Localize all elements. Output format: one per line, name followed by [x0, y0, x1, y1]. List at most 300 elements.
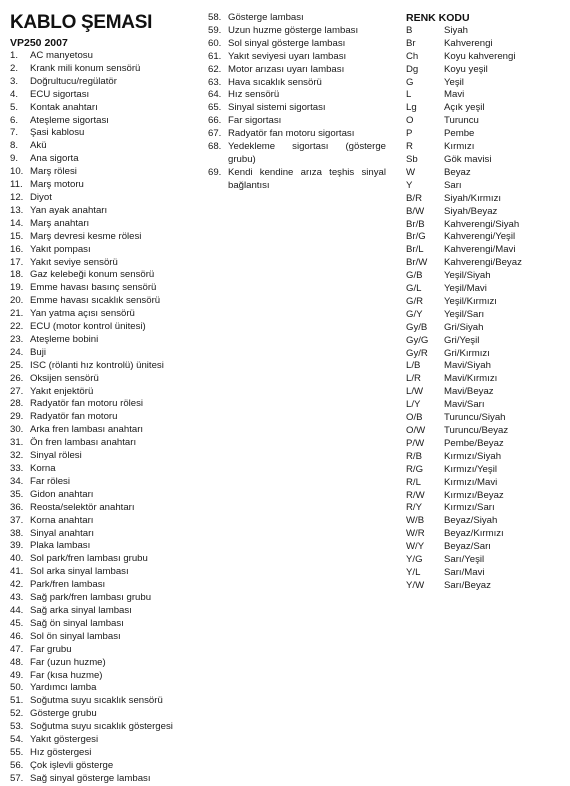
legend-item-number: 18.: [10, 269, 24, 281]
legend-item: [10, 308, 200, 321]
legend-item-text: Hava sıcaklık sensörü: [228, 76, 322, 88]
legend-item-number: 6.: [10, 114, 19, 126]
color-code-abbrev: O/B: [406, 412, 423, 424]
legend-item-text: ECU sigortası: [30, 88, 90, 100]
color-code-abbrev: Y/G: [406, 554, 423, 566]
color-code-abbrev: B/R: [406, 192, 422, 204]
color-code-row: [406, 528, 566, 541]
legend-item: [10, 244, 200, 257]
legend-item-number: 51.: [10, 695, 24, 707]
color-code-row: [406, 206, 566, 219]
legend-item-number: 69.: [208, 166, 222, 178]
legend-item-text: Ön fren lambası anahtarı: [30, 437, 137, 449]
color-code-abbrev: Lg: [406, 102, 417, 114]
color-code-abbrev: G/R: [406, 295, 424, 307]
legend-item-text: Uzun huzme gösterge lambası: [228, 24, 359, 36]
legend-item: [10, 657, 200, 670]
legend-item-text: Sol park/fren lambası grubu: [30, 553, 148, 565]
legend-item-text: ECU (motor kontrol ünitesi): [30, 321, 146, 333]
color-code-abbrev: B/W: [406, 205, 425, 217]
legend-item: [10, 566, 200, 579]
legend-item-text: Hız göstergesi: [30, 746, 92, 758]
color-code-row: [406, 373, 566, 386]
legend-item-number: 46.: [10, 630, 24, 642]
color-code-abbrev: W/R: [406, 528, 425, 540]
legend-item-text: Kontak anahtarı: [30, 101, 98, 113]
color-code-name: Turuncu: [444, 115, 479, 127]
legend-item: [10, 321, 200, 334]
legend-item-number: 47.: [10, 643, 24, 655]
legend-item-text: Reosta/selektör anahtarı: [30, 501, 135, 513]
color-code-name: Açık yeşil: [444, 102, 485, 114]
legend-item-number: 2.: [10, 62, 19, 74]
legend-item-text: Arka fren lambası anahtarı: [30, 424, 144, 436]
legend-item-text: Park/fren lambası: [30, 579, 106, 591]
color-code-abbrev: Br: [406, 37, 416, 49]
color-code-name: Kırmızı/Siyah: [444, 450, 502, 462]
legend-item: [10, 63, 200, 76]
legend-item: [10, 734, 200, 747]
color-code-abbrev: G/B: [406, 270, 423, 282]
legend-item-text: Far (kısa huzme): [30, 669, 103, 681]
legend-item-text: Sol arka sinyal lambası: [30, 566, 129, 578]
color-code-row: [406, 554, 566, 567]
color-code-name: Yeşil/Sarı: [444, 308, 485, 320]
legend-item: [10, 618, 200, 631]
color-code-row: [406, 283, 566, 296]
legend-item-number: 19.: [10, 282, 24, 294]
color-code-abbrev: G/Y: [406, 308, 423, 320]
legend-item: [10, 760, 200, 773]
color-code-name: Beyaz: [444, 166, 471, 178]
legend-item: [10, 192, 200, 205]
color-code-row: [406, 399, 566, 412]
legend-item-number: 16.: [10, 243, 24, 255]
legend-item-number: 5.: [10, 101, 19, 113]
color-code-name: Pembe/Beyaz: [444, 437, 504, 449]
legend-item-number: 1.: [10, 50, 19, 61]
legend-item-number: 45.: [10, 617, 24, 629]
color-code-abbrev: Br/W: [406, 257, 428, 269]
legend-item: [208, 128, 386, 141]
color-code-row: [406, 322, 566, 335]
color-code-name: Kırmızı: [444, 141, 475, 153]
legend-item: [10, 411, 200, 424]
color-code-name: Mavi/Sarı: [444, 399, 485, 411]
legend-item: [10, 502, 200, 515]
legend-item-number: 60.: [208, 37, 222, 49]
color-code-row: [406, 231, 566, 244]
color-code-list: [406, 25, 566, 593]
legend-item: [10, 218, 200, 231]
legend-item-text: Korna anahtarı: [30, 514, 94, 526]
legend-item: [10, 334, 200, 347]
color-code-row: [406, 451, 566, 464]
legend-item: [10, 579, 200, 592]
legend-item-number: 59.: [208, 24, 222, 36]
legend-item: [10, 605, 200, 618]
legend-item-number: 20.: [10, 295, 24, 307]
legend-item: [208, 89, 386, 102]
legend-item-text: Sinyal rölesi: [30, 450, 82, 462]
legend-item-number: 39.: [10, 540, 24, 552]
legend-item: [10, 282, 200, 295]
color-code-name: Sarı/Mavi: [444, 566, 485, 578]
color-code-abbrev: Y: [406, 179, 413, 191]
legend-item-text: Sağ sinyal gösterge lambası: [30, 772, 151, 784]
color-code-name: Kırmızı/Sarı: [444, 502, 495, 514]
color-code-row: [406, 296, 566, 309]
legend-item-text: Akü: [30, 140, 47, 152]
legend-item: [10, 553, 200, 566]
color-code-name: Kırmızı/Beyaz: [444, 489, 504, 501]
color-code-row: [406, 38, 566, 51]
legend-item-text: Marş anahtarı: [30, 217, 90, 229]
color-code-abbrev: Gy/R: [406, 347, 428, 359]
legend-item-text: Sinyal sistemi sigortası: [228, 102, 326, 114]
legend-item-text: Marş motoru: [30, 179, 84, 191]
legend-item-text: Far grubu: [30, 643, 72, 655]
legend-item-text: Sol ön sinyal lambası: [30, 630, 121, 642]
color-code-abbrev: R/Y: [406, 502, 422, 514]
color-code-name: Yeşil: [444, 76, 464, 88]
legend-item: [208, 38, 386, 51]
color-code-row: [406, 51, 566, 64]
legend-item-text: Far sigortası: [228, 115, 282, 127]
color-code-abbrev: L/Y: [406, 399, 421, 411]
legend-item-text: Yardımcı lamba: [30, 682, 97, 694]
color-code-abbrev: L: [406, 89, 412, 101]
color-code-row: [406, 219, 566, 232]
color-code-row: [406, 64, 566, 77]
legend-item-text: Yakıt seviyesi uyarı lambası: [228, 50, 347, 62]
color-code-name: Siyah: [444, 24, 468, 36]
color-code-abbrev: W/B: [406, 515, 425, 527]
page-title: KABLO ŞEMASI: [10, 12, 153, 33]
legend-item: [208, 167, 386, 193]
legend-item-text: Şasi kablosu: [30, 127, 85, 139]
legend-item-text: Sinyal anahtarı: [30, 527, 94, 539]
color-code-row: [406, 167, 566, 180]
legend-item-number: 23.: [10, 333, 24, 345]
color-code-name: Kahverengi/Mavi: [444, 244, 516, 256]
color-code-abbrev: O/W: [406, 425, 426, 436]
color-code-name: Siyah/Kırmızı: [444, 192, 502, 204]
legend-item-number: 7.: [10, 127, 19, 139]
legend-item: [10, 269, 200, 282]
color-code-row: [406, 541, 566, 554]
color-code-abbrev: Y/W: [406, 579, 425, 591]
legend-item-text: AC manyetosu: [30, 50, 93, 61]
color-code-abbrev: Br/G: [406, 231, 426, 243]
legend-item: [208, 12, 386, 25]
legend-item: [10, 295, 200, 308]
color-code-abbrev: B: [406, 24, 413, 36]
color-code-abbrev: R/W: [406, 489, 425, 501]
color-code-row: [406, 257, 566, 270]
legend-item-number: 10.: [10, 166, 24, 178]
legend-item: [10, 398, 200, 411]
legend-item-text: Far rölesi: [30, 475, 70, 487]
legend-item-text: Yan yatma açısı sensörü: [30, 308, 135, 320]
legend-item: [10, 708, 200, 721]
color-code-abbrev: P: [406, 128, 413, 140]
legend-item-text: Marş rölesi: [30, 166, 77, 178]
color-code-abbrev: G/L: [406, 283, 422, 295]
color-code-row: [406, 154, 566, 167]
legend-item: [208, 102, 386, 115]
legend-item: [10, 386, 200, 399]
legend-item-number: 64.: [208, 89, 222, 101]
color-code-row: [406, 77, 566, 90]
color-code-name: Gri/Yeşil: [444, 334, 480, 346]
legend-item-number: 66.: [208, 115, 222, 127]
legend-item-text: Gösterge lambası: [228, 12, 304, 23]
legend-item-text: Yakıt pompası: [30, 243, 91, 255]
legend-item: [10, 463, 200, 476]
legend-item: [10, 102, 200, 115]
legend-item: [10, 773, 200, 786]
legend-item-text: Soğutma suyu sıcaklık göstergesi: [30, 721, 173, 733]
color-code-abbrev: O: [406, 115, 414, 127]
color-code-name: Kırmızı/Yeşil: [444, 463, 497, 475]
legend-item: [10, 476, 200, 489]
color-code-row: [406, 515, 566, 528]
legend-item-number: 25.: [10, 359, 24, 371]
legend-column-2: [208, 12, 386, 193]
color-code-name: Kahverengi/Yeşil: [444, 231, 516, 243]
color-code-name: Beyaz/Kırmızı: [444, 528, 504, 540]
legend-item-number: 15.: [10, 230, 24, 242]
legend-item-text: Emme havası basınç sensörü: [30, 282, 157, 294]
legend-item: [10, 89, 200, 102]
legend-item-text: Doğrultucu/regülatör: [30, 75, 117, 87]
color-code-name: Turuncu/Beyaz: [444, 425, 509, 436]
legend-item: [10, 592, 200, 605]
legend-item-text: Çok işlevli gösterge: [30, 759, 114, 771]
legend-item-number: 28.: [10, 398, 24, 410]
color-code-row: [406, 102, 566, 115]
color-code-row: [406, 425, 566, 438]
legend-item-number: 62.: [208, 63, 222, 75]
legend-item-number: 29.: [10, 411, 24, 423]
legend-item-number: 63.: [208, 76, 222, 88]
legend-item-text: Yakıt seviye sensörü: [30, 256, 118, 268]
legend-item-number: 40.: [10, 553, 24, 565]
legend-item: [10, 50, 200, 63]
legend-item: [208, 64, 386, 77]
legend-item: [10, 257, 200, 270]
color-code-row: [406, 464, 566, 477]
legend-item: [10, 373, 200, 386]
legend-item-number: 35.: [10, 488, 24, 500]
color-code-abbrev: R/L: [406, 476, 421, 488]
legend-item: [10, 631, 200, 644]
color-code-name: Gök mavisi: [444, 153, 492, 165]
legend-item-number: 21.: [10, 308, 24, 320]
legend-item-number: 67.: [208, 128, 222, 140]
legend-item-number: 61.: [208, 50, 222, 62]
legend-item-text: Oksijen sensörü: [30, 372, 99, 384]
color-code-abbrev: Sb: [406, 153, 418, 165]
color-code-name: Gri/Kırmızı: [444, 347, 490, 359]
legend-item: [10, 450, 200, 463]
legend-item: [10, 670, 200, 683]
legend-item-number: 34.: [10, 475, 24, 487]
legend-item: [10, 166, 200, 179]
legend-item-text: Ana sigorta: [30, 153, 79, 165]
color-code-abbrev: R/B: [406, 450, 422, 462]
color-code-row: [406, 128, 566, 141]
color-code-abbrev: L/W: [406, 386, 424, 398]
legend-item-number: 56.: [10, 759, 24, 771]
legend-item: [10, 347, 200, 360]
color-code-name: Yeşil/Mavi: [444, 283, 487, 295]
legend-item: [10, 153, 200, 166]
component-list-part-2: [208, 12, 386, 193]
color-code-name: Sarı: [444, 179, 462, 191]
legend-item: [208, 25, 386, 38]
legend-item-number: 9.: [10, 153, 19, 165]
color-code-row: [406, 490, 566, 503]
color-code-row: [406, 335, 566, 348]
legend-item: [10, 231, 200, 244]
color-code-name: Kahverengi/Beyaz: [444, 257, 522, 269]
legend-item-number: 4.: [10, 88, 19, 100]
color-code-name: Mavi: [444, 89, 465, 101]
color-code-abbrev: Br/L: [406, 244, 424, 256]
legend-item-number: 11.: [10, 179, 23, 191]
legend-item-number: 12.: [10, 191, 24, 203]
legend-item-text: Plaka lambası: [30, 540, 91, 552]
legend-item-text: Marş devresi kesme rölesi: [30, 230, 142, 242]
legend-item-text: Sol sinyal gösterge lambası: [228, 37, 346, 49]
legend-item-text: Emme havası sıcaklık sensörü: [30, 295, 161, 307]
color-code-name: Beyaz/Siyah: [444, 515, 498, 527]
color-code-abbrev: Br/B: [406, 218, 425, 230]
color-code-row: [406, 580, 566, 593]
legend-item-number: 14.: [10, 217, 24, 229]
color-code-row: [406, 502, 566, 515]
color-code-name: Pembe: [444, 128, 475, 140]
legend-item-number: 22.: [10, 321, 24, 333]
legend-item: [10, 644, 200, 657]
legend-item-number: 48.: [10, 656, 24, 668]
color-code-name: Yeşil/Kırmızı: [444, 295, 497, 307]
color-code-row: [406, 348, 566, 361]
legend-item-text: Gidon anahtarı: [30, 488, 94, 500]
color-code-abbrev: R/G: [406, 463, 424, 475]
color-code-row: [406, 180, 566, 193]
color-code-abbrev: Y/L: [406, 566, 421, 578]
legend-item-text: Hız sensörü: [228, 89, 280, 101]
legend-item-text: Far (uzun huzme): [30, 656, 106, 668]
legend-item-text: Ateşleme bobini: [30, 333, 99, 345]
legend-item: [208, 51, 386, 64]
legend-item-number: 32.: [10, 450, 24, 462]
color-code-name: Kırmızı/Mavi: [444, 476, 498, 488]
color-code-name: Beyaz/Sarı: [444, 541, 491, 553]
color-code-row: [406, 412, 566, 425]
model-subtitle: VP250 2007: [10, 37, 68, 49]
legend-item-number: 65.: [208, 102, 222, 114]
legend-item-text: ISC (rölanti hız kontrolü) ünitesi: [30, 359, 164, 371]
legend-item-text: Motor arızası uyarı lambası: [228, 63, 345, 75]
color-code-row: [406, 89, 566, 102]
color-code-title: RENK KODU: [406, 12, 470, 24]
legend-item-number: 36.: [10, 501, 24, 513]
legend-item-number: 33.: [10, 463, 24, 474]
legend-item: [10, 489, 200, 502]
color-code-name: Mavi/Siyah: [444, 360, 491, 372]
legend-item: [10, 682, 200, 695]
legend-item-text: Yan ayak anahtarı: [30, 204, 108, 216]
legend-item-number: 68.: [208, 141, 222, 153]
color-code-name: Kahverengi: [444, 37, 493, 49]
color-code-abbrev: W: [406, 166, 416, 178]
legend-item-number: 50.: [10, 682, 24, 694]
legend-item-text: Sağ arka sinyal lambası: [30, 604, 132, 616]
legend-item: [10, 140, 200, 153]
legend-item-number: 43.: [10, 592, 24, 604]
color-code-abbrev: L/R: [406, 373, 421, 385]
color-code-name: Mavi/Beyaz: [444, 386, 494, 398]
legend-item-text: Radyatör fan motoru rölesi: [30, 398, 144, 410]
legend-item-number: 41.: [10, 566, 24, 578]
legend-item-number: 44.: [10, 604, 24, 616]
legend-item-number: 58.: [208, 12, 222, 23]
color-code-abbrev: G: [406, 76, 414, 88]
color-code-row: [406, 309, 566, 322]
color-code-name: Turuncu/Siyah: [444, 412, 506, 424]
color-code-abbrev: Gy/G: [406, 334, 429, 346]
color-code-name: Siyah/Beyaz: [444, 205, 498, 217]
legend-item: [10, 528, 200, 541]
color-code-name: Sarı/Yeşil: [444, 554, 485, 566]
color-code-row: [406, 360, 566, 373]
legend-item-number: 52.: [10, 708, 24, 720]
legend-item: [208, 115, 386, 128]
legend-item-number: 42.: [10, 579, 24, 591]
legend-item: [10, 179, 200, 192]
legend-item-text: Yakıt enjektörü: [30, 385, 94, 397]
legend-item: [10, 205, 200, 218]
color-code-row: [406, 193, 566, 206]
legend-item-text: Gaz kelebeği konum sensörü: [30, 269, 155, 281]
legend-item: [10, 115, 200, 128]
legend-item: [10, 437, 200, 450]
color-code-abbrev: L/B: [406, 360, 421, 372]
legend-item-number: 8.: [10, 140, 19, 152]
color-code-name: Mavi/Kırmızı: [444, 373, 498, 385]
color-code-abbrev: R: [406, 141, 413, 153]
legend-item-text: Diyot: [30, 191, 52, 203]
color-code-abbrev: Gy/B: [406, 321, 428, 333]
color-code-row: [406, 115, 566, 128]
legend-item: [10, 515, 200, 528]
legend-item: [10, 424, 200, 437]
color-code-row: [406, 438, 566, 451]
legend-item-number: 37.: [10, 514, 24, 526]
legend-item-number: 24.: [10, 346, 24, 358]
legend-item-text: Krank mili konum sensörü: [30, 62, 141, 74]
legend-item-number: 30.: [10, 424, 24, 436]
legend-item: [10, 747, 200, 760]
legend-item-text: Yakıt göstergesi: [30, 734, 99, 746]
legend-item-text: Radyatör fan motoru: [30, 411, 118, 423]
color-code-name: Sarı/Beyaz: [444, 579, 491, 591]
color-code-name: Kahverengi/Siyah: [444, 218, 520, 230]
